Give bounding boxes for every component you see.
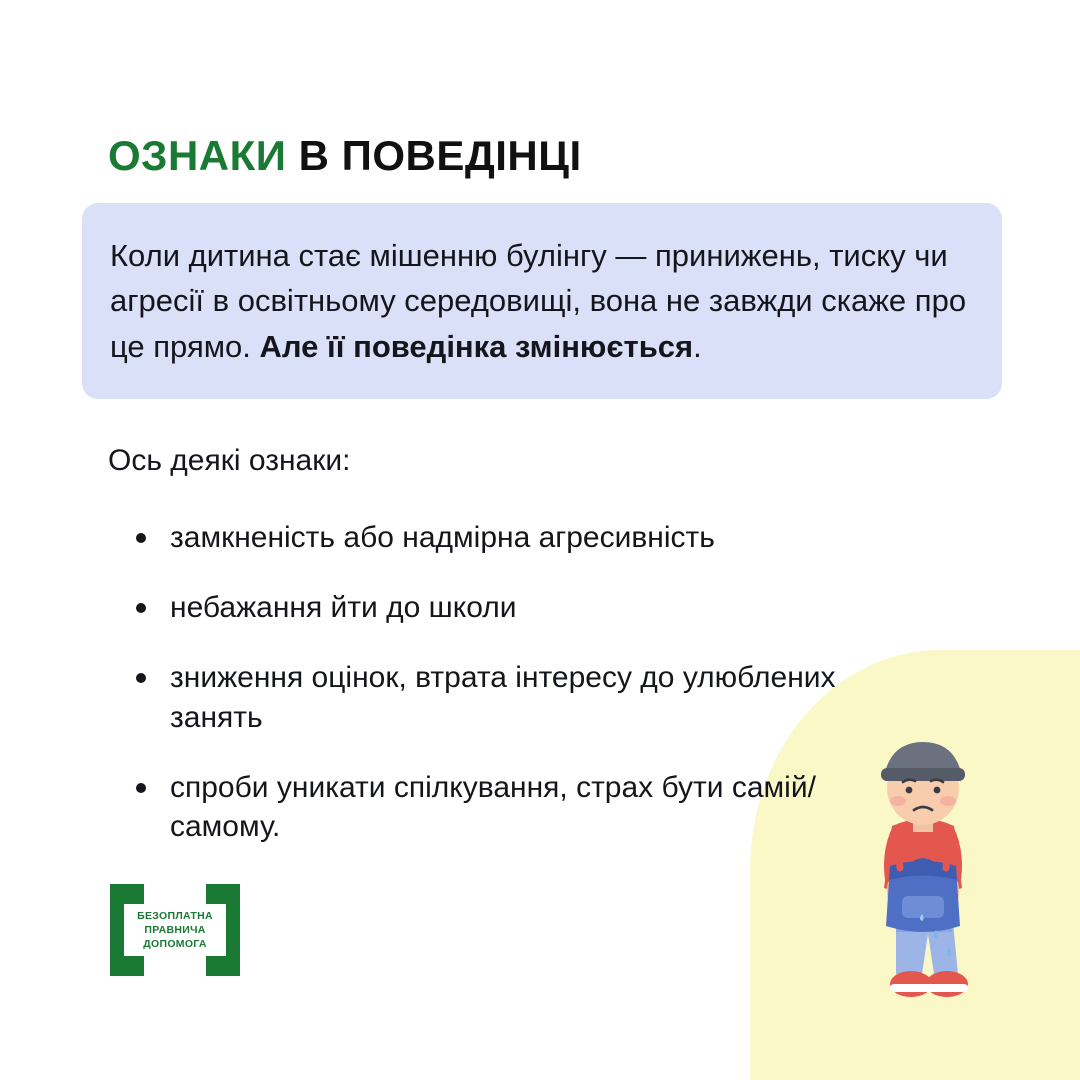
bullet-dot-icon [136,783,146,793]
lead-part-2: . [693,328,702,364]
signs-list [128,518,888,877]
list-item-label: замкненість або надмірна агресивність [170,521,715,554]
logo-line-3: ДОПОМОГА [143,938,207,951]
list-item-label: зниження оцінок, втрата інтересу до улюблених занять [170,660,836,734]
bullet-dot-icon [136,533,146,543]
list-item [128,768,888,848]
logo-text [124,909,226,952]
bullet-dot-icon [136,603,146,613]
page-title-accent: ОЗНАКИ [108,132,287,180]
intro-line: Ось деякі ознаки: [108,444,351,477]
page-title-rest: В ПОВЕДІНЦІ [286,132,582,180]
lead-part-1: Коли дитина стає мішенню булінгу — принижень, тиску чи агресії в освітньому середовищі, вона не завжди скаже про це прямо. [110,238,967,364]
list-item [128,588,888,628]
page-title [108,132,582,180]
list-item-label: небажання йти до школи [170,590,517,624]
lead-bold: Але її поведінка змінюється [259,328,694,364]
list-item [128,518,888,558]
lead-paragraph-box [82,203,1002,399]
lead-paragraph [110,233,968,369]
organization-logo [110,884,240,976]
logo-line-2: ПРАВНИЧА [144,924,206,937]
logo-line-1: БЕЗОПЛАТНА [137,910,213,922]
bullet-dot-icon [136,673,146,683]
list-item-label: спроби уникати спілкування, страх бути самій/самому. [170,770,816,844]
sad-boy-with-backpack-illustration [818,716,1028,1016]
list-item [128,658,888,738]
